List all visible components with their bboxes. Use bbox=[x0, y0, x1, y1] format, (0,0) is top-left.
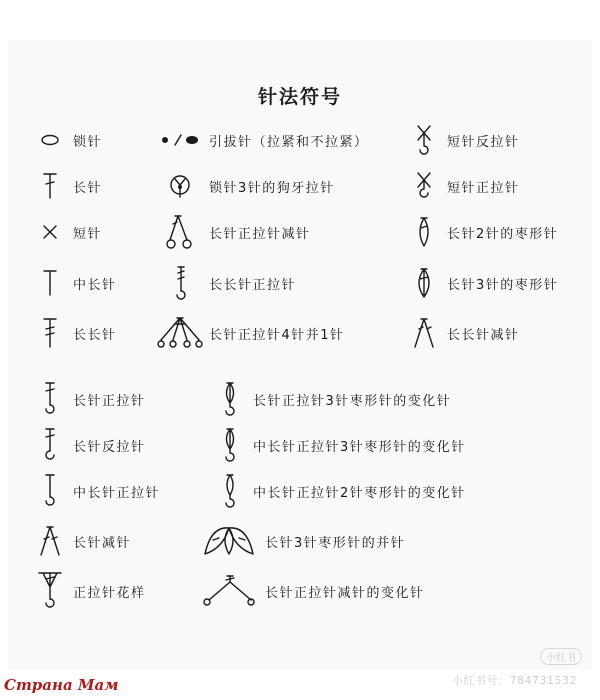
double-crochet-icon bbox=[33, 169, 67, 203]
site-brand: Страна Мам bbox=[4, 676, 119, 694]
tr-decrease-icon bbox=[407, 316, 441, 350]
dc-front-post-icon bbox=[33, 382, 67, 416]
symbol-label: 正拉针花样 bbox=[73, 586, 146, 601]
single-crochet-icon bbox=[33, 215, 67, 249]
sc-front-post-icon bbox=[407, 169, 441, 203]
sc-back-post-icon bbox=[407, 123, 441, 157]
chain-stitch-icon bbox=[33, 123, 67, 157]
picot-icon bbox=[163, 169, 197, 203]
symbol-label: 中长针 bbox=[73, 278, 117, 293]
hdc-front-post-bobble2-variation-icon bbox=[213, 474, 247, 508]
dc2-bobble-icon bbox=[407, 215, 441, 249]
symbol-label: 长针反拉针 bbox=[73, 440, 146, 455]
symbol-label: 短针 bbox=[73, 227, 103, 242]
symbol-label: 引拔针（拉紧和不拉紧） bbox=[209, 135, 369, 150]
symbol-label: 长针正拉针减针的变化针 bbox=[265, 586, 425, 601]
dc-back-post-icon bbox=[33, 428, 67, 462]
page-title: 针法符号 bbox=[257, 86, 342, 108]
symbol-label: 长长针减针 bbox=[447, 328, 520, 343]
half-double-crochet-icon bbox=[33, 266, 67, 300]
symbol-label: 短针反拉针 bbox=[447, 135, 520, 150]
dc-front-post-4tog-icon bbox=[155, 316, 205, 350]
dc3-bobble-icon bbox=[407, 266, 441, 300]
symbol-label: 长针 bbox=[73, 181, 103, 196]
dc3-bobble-join-icon bbox=[201, 524, 257, 558]
dc-front-post-decrease-variation-icon bbox=[201, 574, 257, 608]
symbol-label: 锁针3针的狗牙拉针 bbox=[209, 181, 335, 196]
symbol-label: 长针减针 bbox=[73, 536, 132, 551]
symbol-label: 中长针正拉针3针枣形针的变化针 bbox=[253, 440, 466, 455]
symbol-label: 长针正拉针减针 bbox=[209, 227, 311, 242]
app-logo: 小红书 bbox=[540, 648, 582, 665]
symbol-label: 长针正拉针4针并1针 bbox=[209, 328, 345, 343]
symbol-label: 长针正拉针 bbox=[73, 394, 146, 409]
dc-front-post-bobble3-variation-icon bbox=[213, 382, 247, 416]
symbol-label: 长针3针枣形针的并针 bbox=[265, 536, 406, 551]
treble-crochet-icon bbox=[33, 316, 67, 350]
symbol-label: 中长针正拉针2针枣形针的变化针 bbox=[253, 486, 466, 501]
symbol-label: 长针3针的枣形针 bbox=[447, 278, 559, 293]
tr-front-post-icon bbox=[163, 266, 197, 300]
symbol-label: 长长针正拉针 bbox=[209, 278, 297, 293]
dc-decrease-icon bbox=[33, 524, 67, 558]
symbol-label: 长长针 bbox=[73, 328, 117, 343]
hdc-front-post-icon bbox=[33, 474, 67, 508]
dc-front-post-decrease-icon bbox=[163, 215, 197, 249]
symbol-label: 长针2针的枣形针 bbox=[447, 227, 559, 242]
symbol-label: 锁针 bbox=[73, 135, 103, 150]
slip-stitch-icon bbox=[155, 123, 205, 157]
symbol-label: 长针正拉针3针枣形针的变化针 bbox=[253, 394, 452, 409]
front-post-pattern-icon bbox=[33, 574, 67, 608]
symbol-label: 短针正拉针 bbox=[447, 181, 520, 196]
symbol-label: 中长针正拉针 bbox=[73, 486, 161, 501]
watermark-text: 小红书号：784731532 bbox=[452, 674, 577, 687]
hdc-front-post-bobble3-variation-icon bbox=[213, 428, 247, 462]
